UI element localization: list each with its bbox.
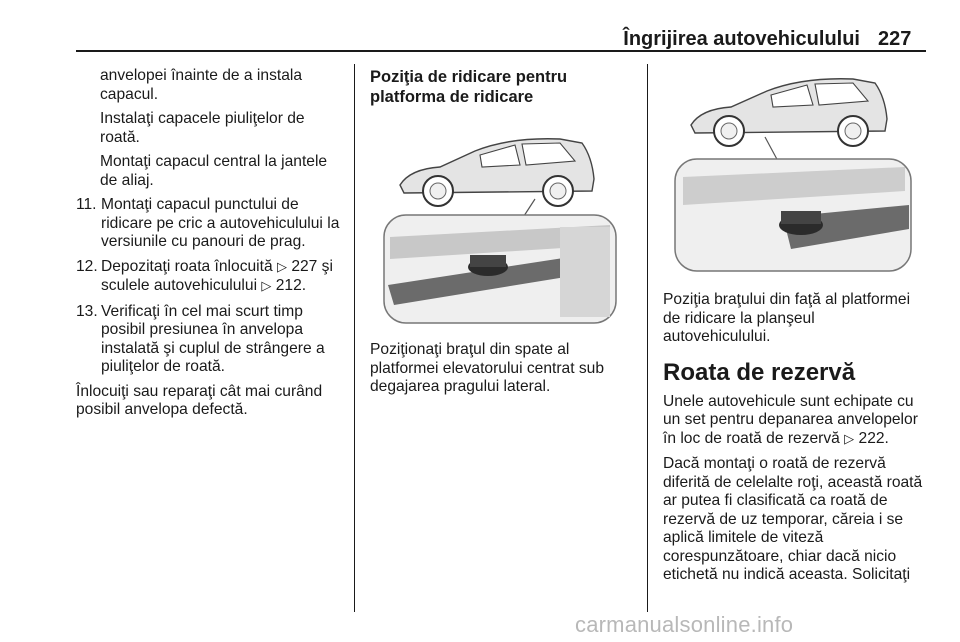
arrow-reference-icon: ▷ [844, 431, 855, 447]
paragraph-temporary-spare: Dacă montaţi o roată de rezervă diferită de celelalte roţi, această roată ar putea fi clasificată ca roată de rezervă de uz temporar, căreia i se aplică limitele de viteză corespunzătoare, chiar dacă nicio etichetă nu indică aceasta. Solicitaţi [663, 455, 923, 583]
list-text: Verificaţi în cel mai scurt timp posibil presiunea în anvelopa instalată şi cuplul de strângere a piuliţelor de roată. [101, 302, 325, 375]
caption-rear-arm: Poziţionaţi braţul din spate al platformei elevatorului centrat sub degajarea pragului lateral. [370, 341, 605, 395]
column-divider-right [647, 64, 648, 612]
arrow-reference-icon: ▷ [261, 279, 272, 294]
header-rule [76, 50, 926, 52]
page-number: 227 [878, 28, 912, 50]
watermark: carmanualsonline.info [575, 612, 794, 637]
column-2 [370, 67, 635, 403]
paragraph-nut-caps: Instalaţi capacele piuliţelor de roată. [100, 110, 305, 146]
paragraph-hubcap: Montaţi capacul central la jantele de aliaj. [100, 153, 328, 189]
column-1 [76, 67, 344, 426]
rear-lift-arm-illustration [370, 117, 632, 327]
list-number: 12. [76, 257, 98, 275]
list-item [76, 258, 344, 297]
list-item [76, 196, 344, 252]
paragraph-repair-kit: Unele autovehicule sunt echipate cu un set pentru depanarea anvelopelor în loc de roată de rezervă ▷ 222. [663, 392, 918, 447]
caption-front-arm: Poziţia braţului din faţă al platformei de ridicare la planşeul autovehiculului. [663, 291, 911, 345]
paragraph-replace-tyre: Înlocuiţi sau reparaţi cât mai curând posibil anvelopa defectă. [76, 382, 323, 418]
front-lift-arm-illustration [663, 67, 925, 275]
list-text: Montaţi capacul punctului de ridicare pe cric a autovehiculului la versiunile cu panouri de prag. [101, 196, 340, 250]
list-number: 13. [76, 302, 98, 320]
list-number: 11. [76, 196, 97, 213]
subheading-lift-position: Poziţia de ridicare pentru platforma de ridicare [370, 68, 568, 106]
page-ref-link[interactable]: 227 [291, 257, 318, 275]
list-text: Depozitaţi roata înlocuită ▷ 227 şi sculele autovehiculului ▷ 212. [101, 257, 333, 294]
page-ref-link[interactable]: 222 [858, 429, 885, 447]
running-header-title: Îngrijirea autovehiculului [623, 28, 860, 50]
page-ref-link[interactable]: 212 [275, 277, 302, 294]
list-item [76, 303, 344, 377]
column-3 [663, 67, 925, 591]
section-heading-spare-wheel: Roata de rezervă [663, 358, 856, 386]
arrow-reference-icon: ▷ [276, 259, 287, 275]
column-divider-left [354, 64, 355, 612]
paragraph-continuation: anvelopei înainte de a instala capacul. [100, 67, 303, 103]
